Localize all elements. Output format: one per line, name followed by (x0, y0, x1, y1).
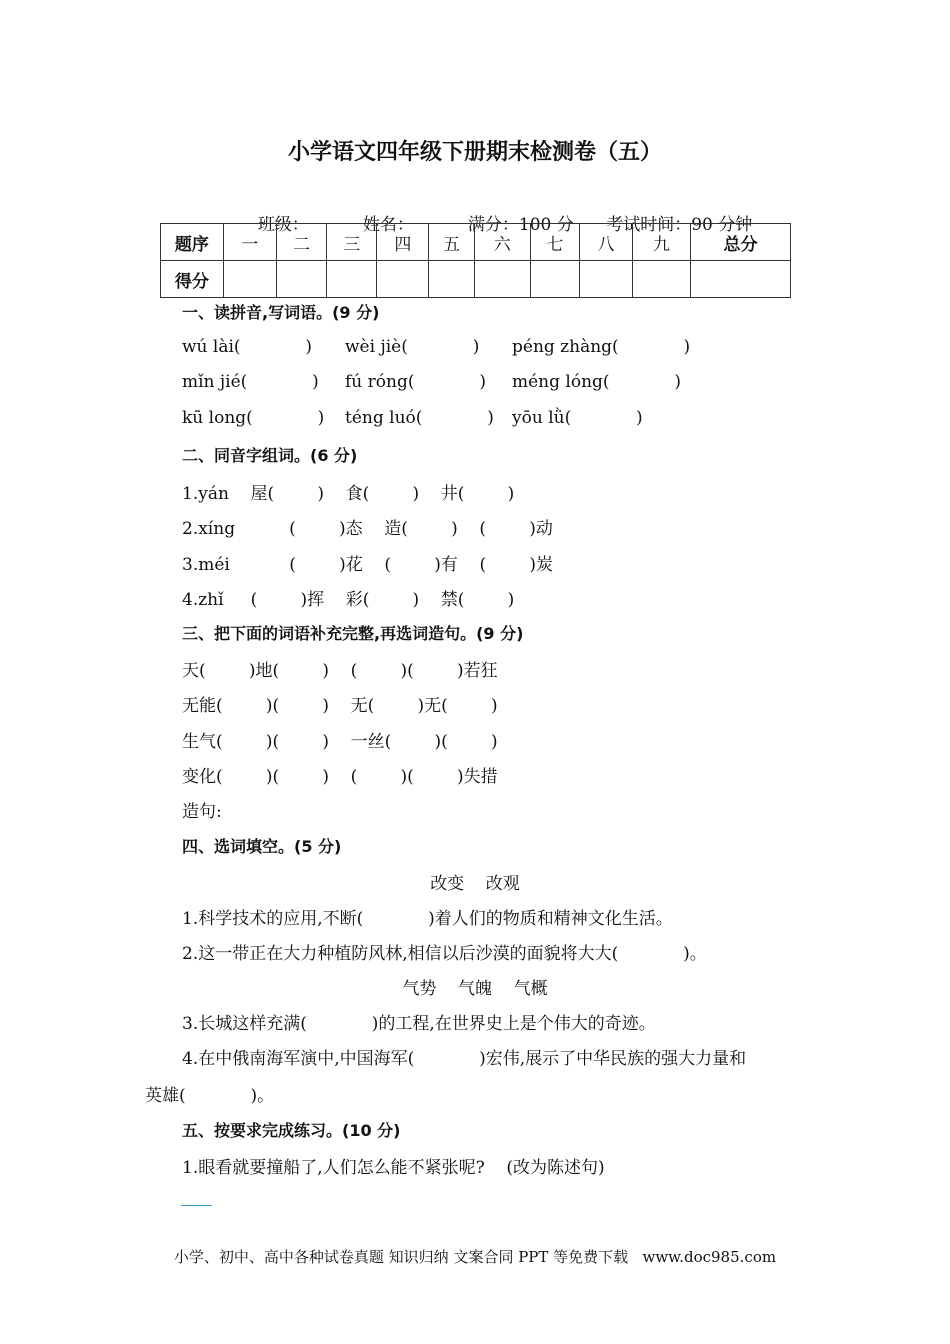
pinyin-item: péng zhàng( ) (512, 337, 691, 357)
col-9: 九 (633, 224, 691, 261)
col-8: 八 (579, 224, 632, 261)
pinyin-item: yōu lǜ( ) (512, 408, 643, 428)
pinyin-item: fú róng( ) (345, 372, 486, 392)
header-label: 题序 (161, 224, 224, 261)
exam-time: 考试时间：90 分钟 (606, 215, 753, 235)
pinyin-item: méng lóng( ) (512, 372, 682, 392)
score-cell[interactable] (633, 261, 691, 298)
score-header-row (161, 224, 791, 261)
rewrite-question: 1.眼看就要撞船了,人们怎么能不紧张呢? (改为陈述句) (182, 1158, 605, 1178)
fill-question: 1.科学技术的应用,不断( )着人们的物质和精神文化生活。 (182, 909, 673, 929)
score-cell[interactable] (429, 261, 474, 298)
col-2: 二 (276, 224, 326, 261)
word-choices-1: 改变 改观 (430, 874, 520, 894)
score-cell[interactable] (530, 261, 579, 298)
score-table (160, 223, 791, 298)
score-row (161, 261, 791, 298)
score-cell[interactable] (377, 261, 429, 298)
pinyin-item: téng luó( ) (345, 408, 494, 428)
fill-question: 3.长城这样充满( )的工程,在世界史上是个伟大的奇迹。 (182, 1014, 656, 1034)
idiom-line: 无能( )( ) 无( )无( ) (182, 696, 498, 716)
score-cell[interactable] (276, 261, 326, 298)
make-sentence-label: 造句: (182, 802, 222, 822)
col-5: 五 (429, 224, 474, 261)
score-cell[interactable] (327, 261, 377, 298)
pinyin-item: kū long( ) (182, 408, 325, 428)
idiom-line: 天( )地( ) ( )( )若狂 (182, 661, 498, 681)
pinyin-item: wèi jiè( ) (345, 337, 480, 357)
section-4-title: 四、选词填空。(5 分) (182, 837, 342, 856)
col-7: 七 (530, 224, 579, 261)
page-title: 小学语文四年级下册期末检测卷（五） (287, 140, 662, 165)
score-label: 得分 (161, 261, 224, 298)
section-5-title: 五、按要求完成练习。(10 分) (182, 1121, 401, 1140)
score-cell[interactable] (474, 261, 530, 298)
homophone-line: 2.xíng ( )态 造( ) ( )动 (182, 519, 553, 539)
col-6: 六 (474, 224, 530, 261)
fill-question: 2.这一带正在大力种植防风林,相信以后沙漠的面貌将大大( )。 (182, 944, 707, 964)
section-1-title: 一、读拼音,写词语。(9 分) (182, 303, 380, 322)
idiom-line: 变化( )( ) ( )( )失措 (182, 767, 498, 787)
class-label: 班级： (257, 215, 309, 235)
full-score: 满分：100 分 (467, 215, 574, 235)
total-label: 总分 (691, 224, 791, 261)
pinyin-item: mǐn jié( ) (182, 372, 319, 392)
footer-text: 小学、初中、高中各种试卷真题 知识归纳 文案合同 PPT 等免费下载 www.doc985.com (173, 1248, 777, 1266)
answer-line[interactable] (181, 1205, 212, 1206)
col-4: 四 (377, 224, 429, 261)
fill-question-cont: 英雄( )。 (145, 1086, 275, 1106)
section-3-title: 三、把下面的词语补充完整,再选词造句。(9 分) (182, 624, 524, 643)
name-label: 姓名： (362, 215, 414, 235)
pinyin-item: wú lài( ) (182, 337, 313, 357)
score-cell[interactable] (579, 261, 632, 298)
idiom-line: 生气( )( ) 一丝( )( ) (182, 732, 498, 752)
homophone-line: 3.méi ( )花 ( )有 ( )炭 (182, 555, 553, 575)
score-cell[interactable] (223, 261, 276, 298)
fill-question: 4.在中俄南海军演中,中国海军( )宏伟,展示了中华民族的强大力量和 (182, 1049, 747, 1069)
score-cell[interactable] (691, 261, 791, 298)
section-2-title: 二、同音字组词。(6 分) (182, 446, 358, 465)
col-1: 一 (223, 224, 276, 261)
word-choices-2: 气势 气魄 气概 (402, 979, 548, 999)
col-3: 三 (327, 224, 377, 261)
homophone-line: 1.yán 屋( ) 食( ) 井( ) (182, 484, 515, 504)
homophone-line: 4.zhǐ ( )挥 彩( ) 禁( ) (182, 590, 515, 610)
